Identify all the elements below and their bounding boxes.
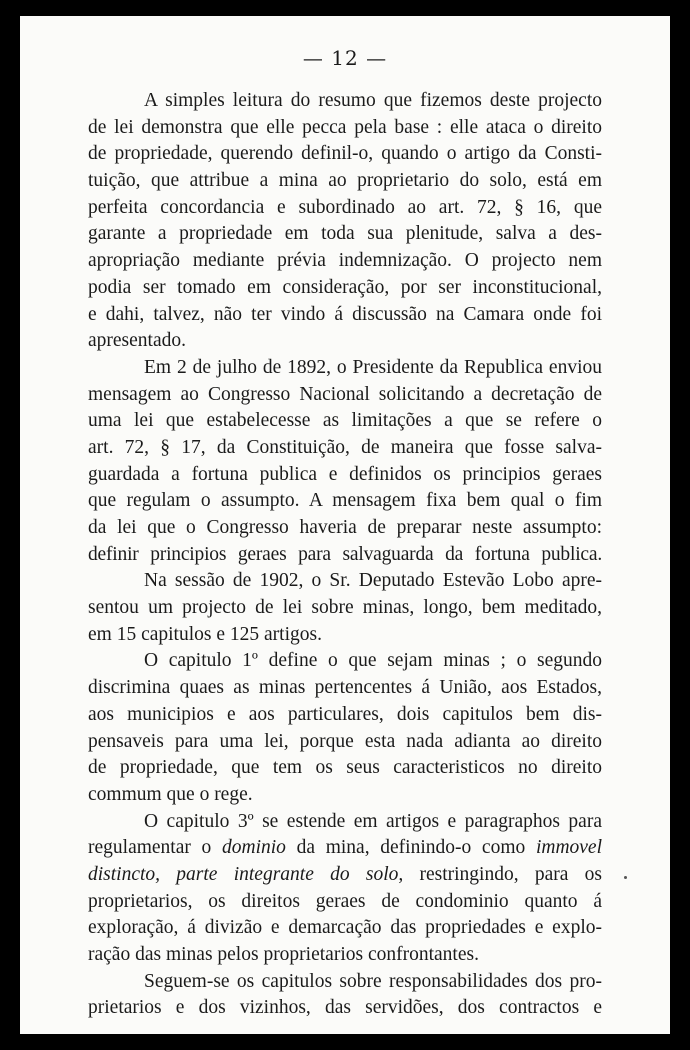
text-line: pensaveis para uma lei, porque esta nada adianta ao direito <box>88 730 602 752</box>
text-line: Na sessão de 1902, o Sr. Deputado Estevão Lobo apre- <box>144 570 602 592</box>
paragraph-4 <box>88 648 602 808</box>
text-line <box>88 862 602 889</box>
text-line: definir principios geraes para salvaguarda da fortuna publica. <box>88 543 602 565</box>
text-line: de lei demonstra que elle pecca pela base : elle ataca o direito <box>88 116 602 138</box>
text-line: art. 72, § 17, da Constituição, de maneira que fosse salva- <box>88 436 602 458</box>
text-segment: da mina, definindo-o como <box>285 837 536 859</box>
text-line: ração das minas pelos proprietarios confrontantes. <box>88 944 479 965</box>
text-line: discrimina quaes as minas pertencentes á União, aos Estados, <box>88 677 602 699</box>
text-segment: restringindo, para os <box>403 863 602 885</box>
text-line: guardada a fortuna publica e definidos os principios geraes <box>88 463 602 485</box>
print-speck <box>624 876 627 879</box>
text-line: proprietarios, os direitos geraes de condominio quanto á <box>88 890 602 912</box>
page-number: — 12 — <box>302 46 388 70</box>
text-line: perfeita concordancia e subordinado ao art. 72, § 16, que <box>88 196 602 218</box>
text-line: Em 2 de julho de 1892, o Presidente da Republica enviou <box>144 356 602 378</box>
text-line: em 15 capitulos e 125 artigos. <box>88 623 322 645</box>
text-line: da lei que o Congresso haveria de preparar neste assumpto: <box>88 517 602 538</box>
text-line: e dahi, talvez, não ter vindo á discussão na Camara onde foi <box>88 303 602 325</box>
body-text <box>88 88 602 1022</box>
paragraph-3 <box>88 568 602 648</box>
text-line: garante a propriedade em toda sua plenitude, salva a des- <box>88 223 602 245</box>
paragraph-2 <box>88 355 602 569</box>
text-line: commum que o rege. <box>88 783 253 805</box>
text-line: apropriação mediante prévia indemnização. O projecto nem <box>88 250 602 272</box>
paragraph-6 <box>88 969 602 1022</box>
paragraph-1 <box>88 88 602 355</box>
text-line: que regulam o assumpto. A mensagem fixa bem qual o fim <box>88 490 602 512</box>
text-line: prietarios e dos vizinhos, das servidões, dos contractos e <box>88 997 602 1019</box>
italic-term: immovel <box>535 837 602 859</box>
text-line: tuição, que attribue a mina ao proprietario do solo, está em <box>88 170 602 192</box>
text-line: apresentado. <box>88 330 186 352</box>
text-line: de propriedade, querendo definil-o, quando o artigo da Consti- <box>88 143 602 165</box>
text-line: sentou um projecto de lei sobre minas, longo, bem meditado, <box>88 597 602 619</box>
text-line: mensagem ao Congresso Nacional solicitando a decretação de <box>88 383 602 405</box>
italic-term: distincto, parte integrante do solo, <box>88 863 404 885</box>
text-line: podia ser tomado em consideração, por ser inconstitucional, <box>88 276 602 298</box>
italic-term: dominio <box>222 837 286 859</box>
text-line: Seguem-se os capitulos sobre responsabilidades dos pro- <box>144 970 602 992</box>
text-line: O capitulo 3º se estende em artigos e paragraphos para <box>144 810 602 832</box>
text-line: uma lei que estabelecesse as limitações a que se refere o <box>88 410 602 432</box>
text-line: aos municipios e aos particulares, dois capitulos bem dis- <box>88 703 602 725</box>
paragraph-5 <box>88 809 602 969</box>
text-line <box>88 835 602 862</box>
text-line: exploração, á divizão e demarcação das propriedades e explo- <box>88 917 602 939</box>
text-line: de propriedade, que tem os seus caracteristicos no direito <box>88 757 602 779</box>
text-segment: regulamentar o <box>88 837 222 859</box>
text-line: A simples leitura do resumo que fizemos deste projecto <box>144 90 602 111</box>
text-line: O capitulo 1º define o que sejam minas ; o segundo <box>144 650 602 672</box>
book-page <box>20 16 670 1034</box>
